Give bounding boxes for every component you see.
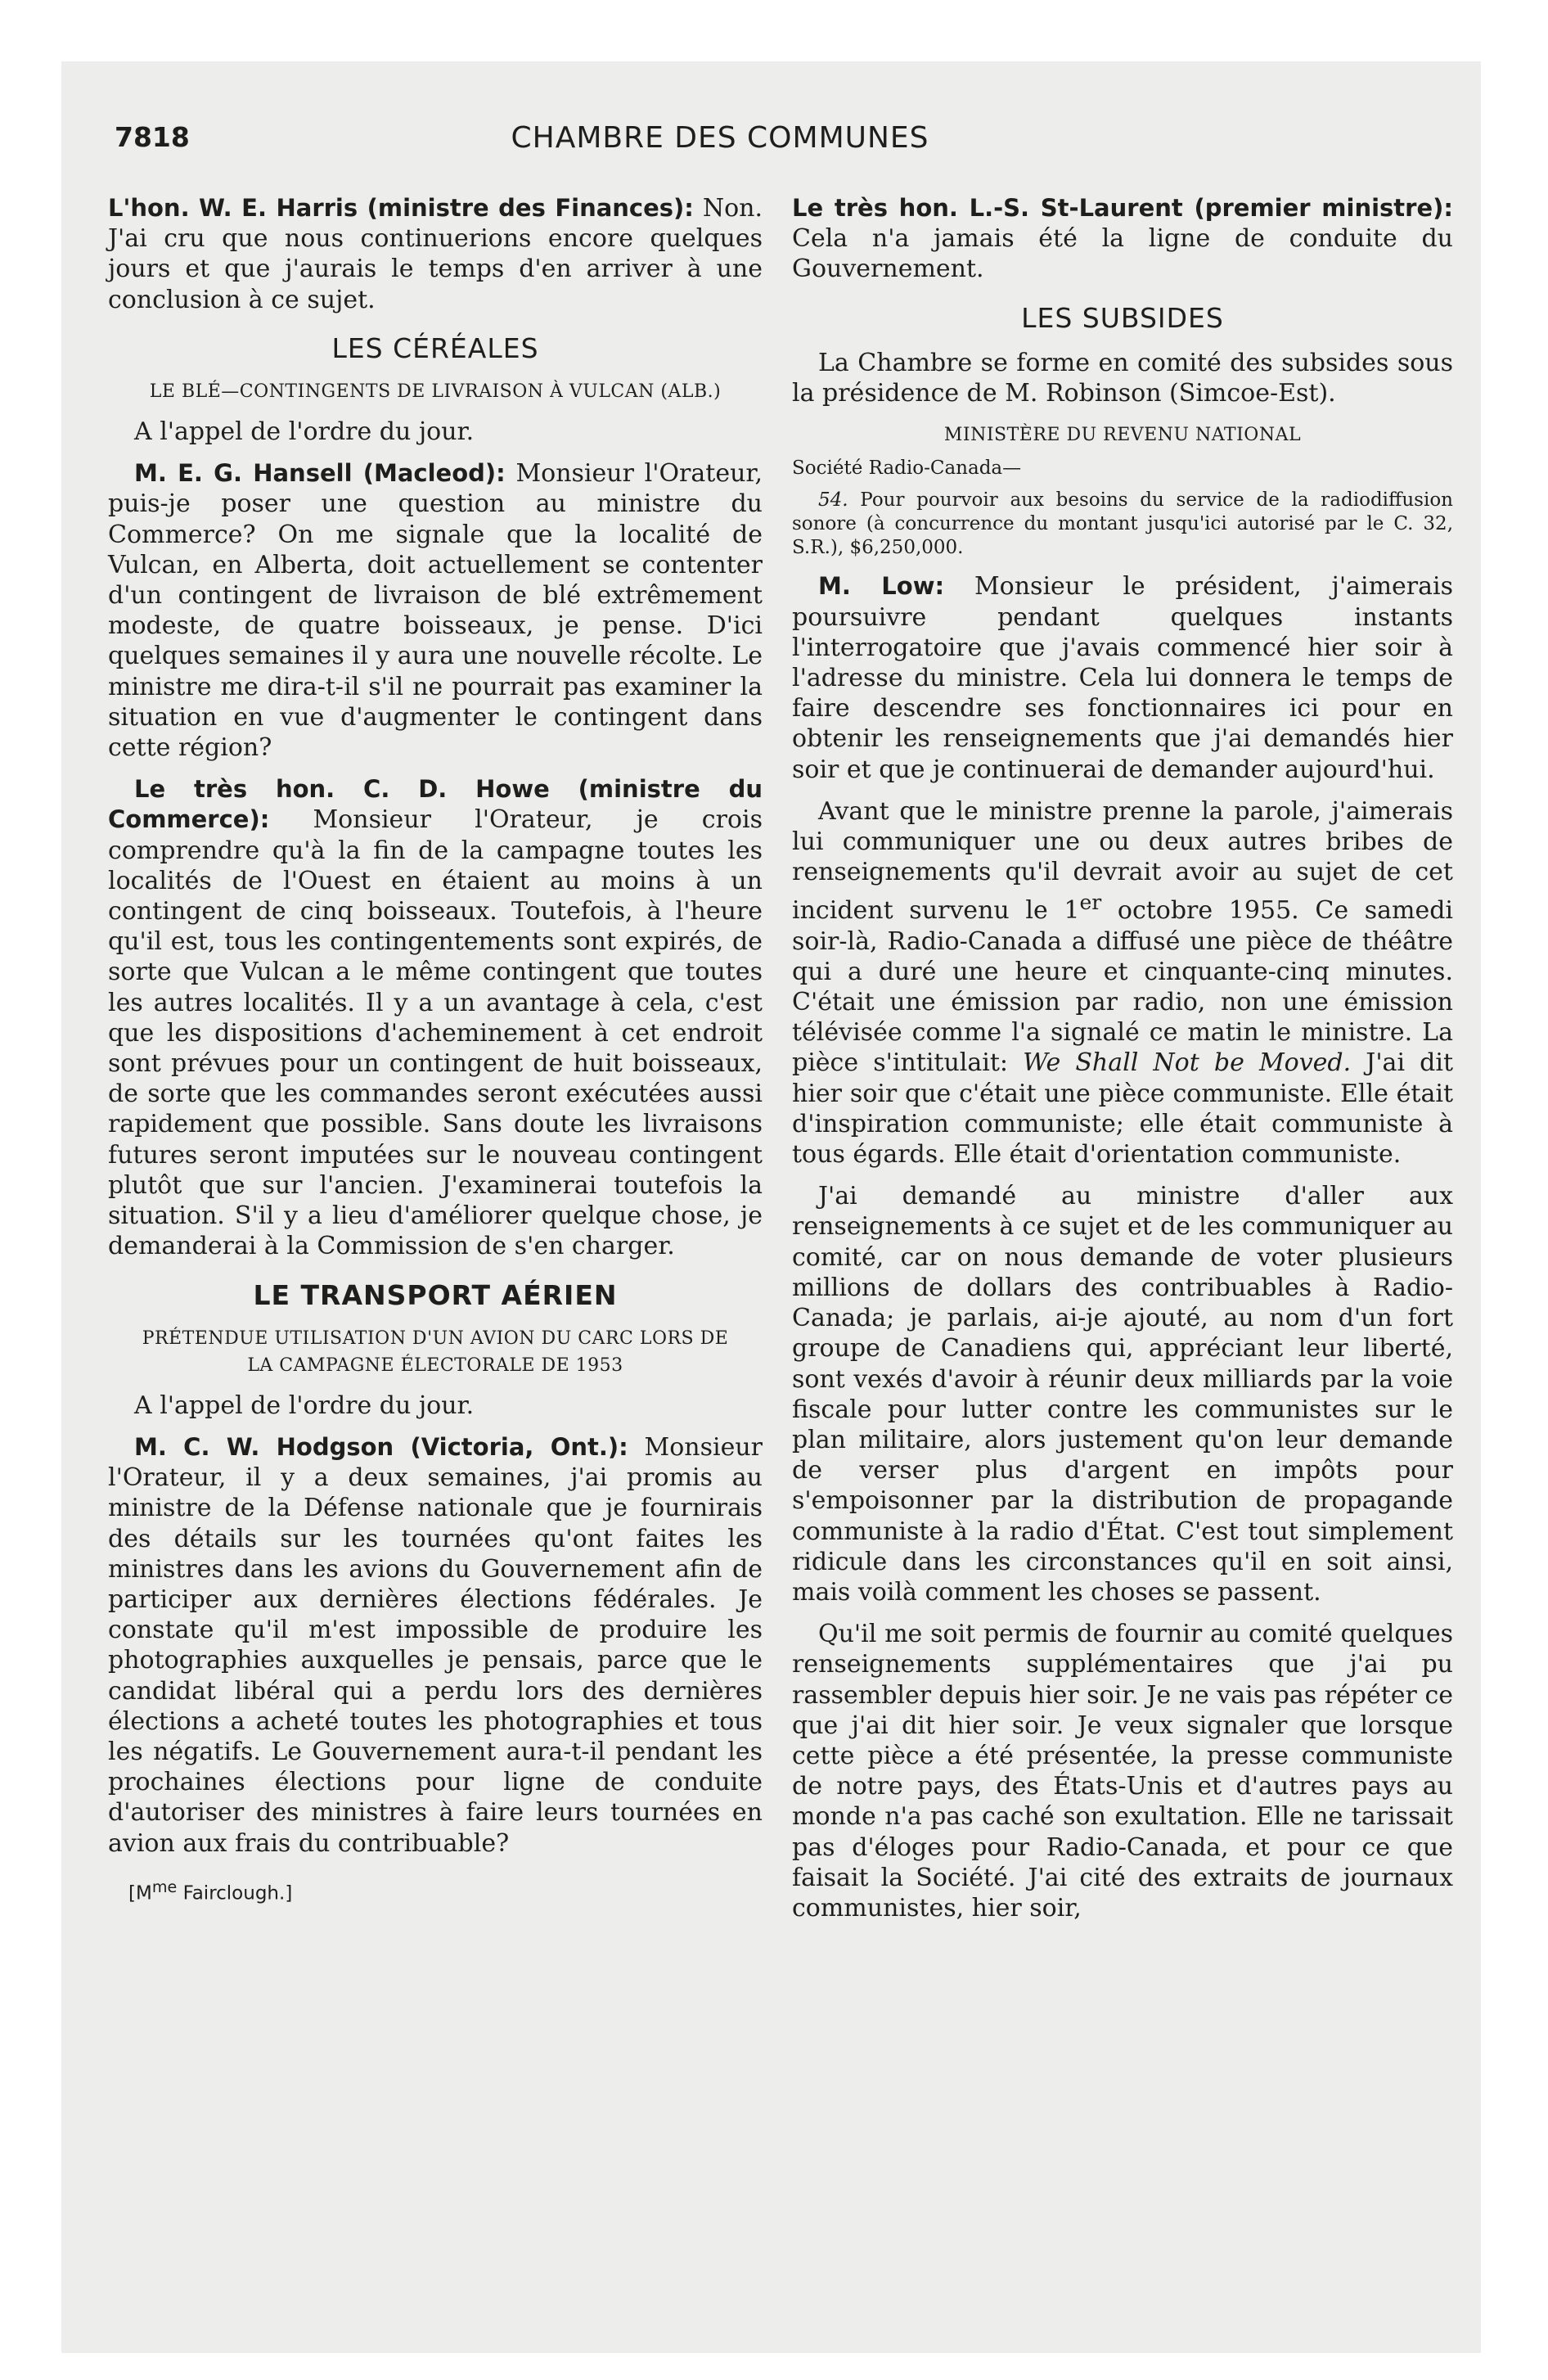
speaker-name: M. C. W. Hodgson (Victoria, Ont.): <box>134 1432 628 1461</box>
speech-harris <box>108 193 763 315</box>
speech-text: Monsieur l'Orateur, il y a deux semaines, j'ai promis au ministre de la Défense nationale que je fournirais des détails sur les tournées qu'ont faites les ministres dans les avions du Gouvernement afin de participer aux dernières élections fédérales. Je constate qu'il m'est impossible de produire les photographies auxquelles je pensais, parce que le candidat libéral qui a perdu lors des dernières élections a acheté toutes les photographies et tous les négatifs. Le Gouvernement aura-t-il pendant les prochaines élections pour ligne de conduite d'autoriser des ministres à faire leurs tournées en avion aux frais du contribuable? <box>108 1432 763 1858</box>
speech-text: Monsieur le président, j'aimerais poursuivre pendant quelques instants l'interrogatoire que j'avais commencé hier soir à l'adresse du ministre. Cela lui donnera le temps de faire descendre ses fonctionnaires ici pour en obtenir les renseignements que j'ai demandés hier soir et que je continuerai de demander aujourd'hui. <box>792 572 1453 784</box>
journal-title: CHAMBRE DES COMMUNES <box>511 121 929 155</box>
budget-item <box>792 489 1453 560</box>
ministry-heading: MINISTÈRE DU REVENU NATIONAL <box>943 425 1302 446</box>
speech-st-laurent <box>792 193 1453 285</box>
play-title: We Shall Not be Moved. <box>1023 1048 1352 1078</box>
speech-hansell <box>108 458 763 763</box>
speech-text: Monsieur l'Orateur, puis-je poser une question au ministre du Commerce? On me signale que la localité de Vulcan, en Alberta, doit actuellement se contenter d'un contingent de livraison de blé extrêmement modeste, de quatre boisseaux, je pense. D'ici quelques semaines il y aura une nouvelle récolte. Le ministre me dira-t-il s'il ne pourrait pas examiner la situation en vue d'augmenter le contingent dans cette région? <box>108 459 763 763</box>
speech-howe <box>108 774 763 1261</box>
subheading-ble-vulcan: LE BLÉ—CONTINGENTS DE LIVRAISON À VULCAN (ALB.) <box>149 381 722 403</box>
item-number: 54. <box>818 489 848 512</box>
speech-text: Cela n'a jamais été la ligne de conduite du Gouvernement. <box>792 224 1453 284</box>
committee-note: La Chambre se forme en comité des subsides sous la présidence de M. Robinson (Simcoe-Est). <box>792 348 1453 408</box>
speech-hodgson <box>108 1432 763 1859</box>
speech-text: Monsieur l'Orateur, je crois comprendre qu'à la fin de la campagne toutes les localités de l'Ouest en étaient au moins à un contingent de cinq boisseaux. Toutefois, à l'heure qu'il est, tous les contingentements sont expirés, de sorte que Vulcan a le même contingent que toutes les autres localités. Il y a un avantage à cela, c'est que les dispositions d'acheminement à cet endroit sont prévues pour un contingent de huit boisseaux, de sorte que les commandes seront exécutées aussi rapidement que possible. Sans doute les livraisons futures seront imputées sur le nouveau contingent plutôt que sur l'ancien. J'examinerai toutefois la situation. S'il y a lieu d'améliorer quelque chose, je demanderai à la Commission de s'en charger. <box>108 805 763 1261</box>
item-text: Pour pourvoir aux besoins du service de la radiodiffusion sonore (à concurrence du montant jusqu'ici autorisé par le C. 32, S.R.), $6,250,000. <box>792 489 1453 559</box>
section-heading-subsides: LES SUBSIDES <box>1021 301 1224 334</box>
subheading-avion-carc: PRÉTENDUE UTILISATION D'UN AVION DU CARC LORS DE LA CAMPAGNE ÉLECTORALE DE 1953 <box>142 1327 729 1376</box>
order-of-day: A l'appel de l'ordre du jour. <box>134 417 475 447</box>
speech-low <box>792 571 1453 784</box>
speaker-name: Le très hon. C. D. Howe (ministre du Commerce): <box>108 775 763 834</box>
section-heading-transport: LE TRANSPORT AÉRIEN <box>253 1278 618 1311</box>
society-label: Société Radio-Canada— <box>792 458 1022 480</box>
speaker-name: M. E. G. Hansell (Macleod): <box>134 459 506 488</box>
order-of-day: A l'appel de l'ordre du jour. <box>134 1391 475 1420</box>
speaker-name: L'hon. W. E. Harris (ministre des Finances): <box>108 194 694 222</box>
left-column <box>108 193 763 1909</box>
paragraph: J'ai demandé au ministre d'aller aux renseignements à ce sujet et de les communiquer au comité, car on nous demande de voter plusieurs millions de dollars des contribuables à Radio-Canada; je parlais, ai-je ajouté, au nom d'un fort groupe de Canadiens qui, appréciant leur liberté, sont vexés d'avoir à réunir deux milliards par la voie fiscale pour lutter contre les communistes sur le plan militaire, alors justement qu'on leur demande de verser plus d'argent en impôts pour s'empoisonner par la distribution de propagande communiste à la radio d'État. C'est tout simplement ridicule dans les circonstances qu'il en soit ainsi, mais voilà comment les choses se passent. <box>792 1182 1453 1607</box>
running-header <box>115 121 1424 170</box>
speaker-name: M. Low: <box>818 572 945 601</box>
paragraph: Qu'il me soit permis de fournir au comité quelques renseignements supplémentaires que j'ai pu rassembler depuis hier soir. Je ne vais pas répéter ce que j'ai dit hier soir. Je veux signaler que lorsque cette pièce a été présentée, la presse communiste de notre pays, des États-Unis et d'autres pays au monde n'a pas caché son exultation. Elle ne tarissait pas d'éloges pour Radio-Canada, et pour ce que faisait la Société. J'ai cité des extraits de journaux communistes, hier soir, <box>792 1620 1453 1922</box>
page-number: 7818 <box>115 121 190 153</box>
section-heading-cereales: LES CÉRÉALES <box>331 331 539 364</box>
right-column <box>792 193 1453 1935</box>
paragraph: Avant que le ministre prenne la parole, j'aimerais lui communiquer une ou deux autres bribes de renseignements qu'il devrait avoir au sujet de cet incident survenu le 1er octobre 1955. Ce samedi soir-là, Radio-Canada a diffusé une pièce de théâtre qui a duré une heure et cinquante-cinq minutes. C'était une émission par radio, non une émission télévisée comme l'a signalé ce matin le ministre. La pièce s'intitulait: We Shall Not be Moved. J'ai dit hier soir que c'était une pièce communiste. Elle était d'inspiration communiste; elle était communiste à tous égards. Elle était d'orientation communiste. <box>792 796 1454 1170</box>
speaker-name: Le très hon. L.-S. St-Laurent (premier ministre): <box>792 194 1453 222</box>
page-footer-speaker: [$M^{me}$ Fairclough.] <box>128 1877 293 1904</box>
speech-text: Non. J'ai cru que nous continuerions encore quelques jours et que j'aurais le temps d'en arriver à une conclusion à ce sujet. <box>108 194 763 314</box>
